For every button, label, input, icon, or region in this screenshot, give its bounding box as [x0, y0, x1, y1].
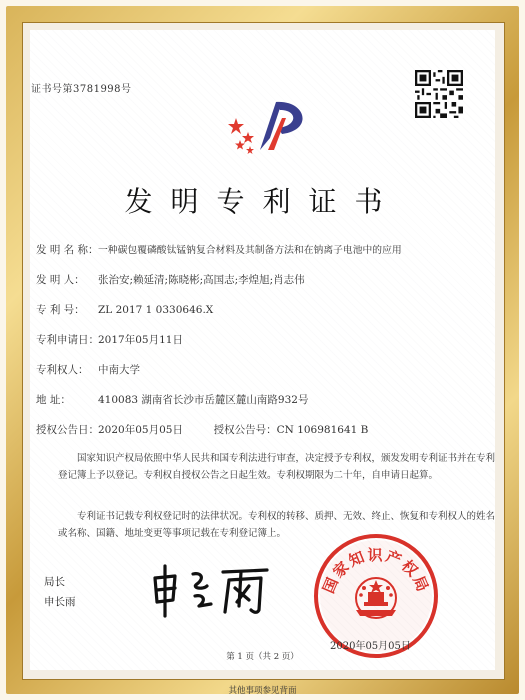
patent-number-value: ZL 2017 1 0330646.X [98, 304, 214, 316]
address-row [36, 392, 308, 407]
qr-code-icon [415, 70, 463, 118]
filing-date-value: 2017年05月11日 [98, 334, 183, 346]
certificate-title: 发明专利证书 [124, 185, 401, 218]
seal-date: 2020年05月05日 [330, 641, 411, 652]
address-value: 410083 湖南省长沙市岳麓区麓山南路932号 [98, 394, 309, 406]
cnipa-logo-icon [226, 88, 316, 160]
footer-note: 其他事项参见背面 [228, 686, 297, 696]
svg-text:国家知识产权局: 国家知识产权局 [319, 546, 433, 596]
handwritten-signature [145, 560, 275, 620]
body-paragraph-2: 专利证书记载专利权登记时的法律状况。专利权的转移、质押、无效、终止、恢复和专利权人的姓名或名称、国籍、地址变更等事项记载在专利登记簿上。 [58, 511, 496, 539]
filing-date-row [36, 332, 183, 347]
director-title: 局长 [44, 576, 65, 588]
filing-date-label: 专利申请日： [36, 334, 99, 346]
invention-name-label: 发 明 名 称： [36, 244, 99, 256]
grant-date-row [36, 422, 368, 437]
invention-name-value: 一种碳包覆磷酸钛锰钠复合材料及其制备方法和在钠离子电池中的应用 [98, 245, 402, 256]
body-paragraph-1: 国家知识产权局依照中华人民共和国专利法进行审查，决定授予专利权，颁发发明专利证书并在专利登记簿上予以登记。专利权自授权公告之日起生效。专利权期限为二十年，自申请日起算。 [58, 453, 496, 481]
inventor-value: 张治安;赖延清;陈晓彬;高国志;李煌旭;肖志伟 [98, 274, 305, 286]
patentee-value: 中南大学 [98, 364, 140, 376]
invention-name-row [36, 242, 402, 257]
patent-number-label: 专 利 号： [36, 304, 85, 316]
page-indicator: 第 1 页（共 2 页） [226, 652, 299, 662]
grant-date-value: 2020年05月05日 [98, 424, 183, 436]
patentee-row [36, 362, 140, 377]
address-label: 地 址： [36, 394, 71, 406]
grant-number-value: CN 106981641 B [276, 424, 369, 436]
patent-number-row [36, 302, 213, 317]
director-name: 申长雨 [44, 596, 76, 608]
certificate [30, 30, 495, 670]
patentee-label: 专利权人： [36, 364, 89, 376]
grant-date-label: 授权公告日： [36, 424, 99, 436]
inventor-label: 发 明 人： [36, 274, 85, 286]
grant-number-label: 授权公告号： [213, 424, 277, 436]
inventor-row [36, 272, 305, 287]
cert-number: 证书号第3781998号 [31, 84, 132, 95]
